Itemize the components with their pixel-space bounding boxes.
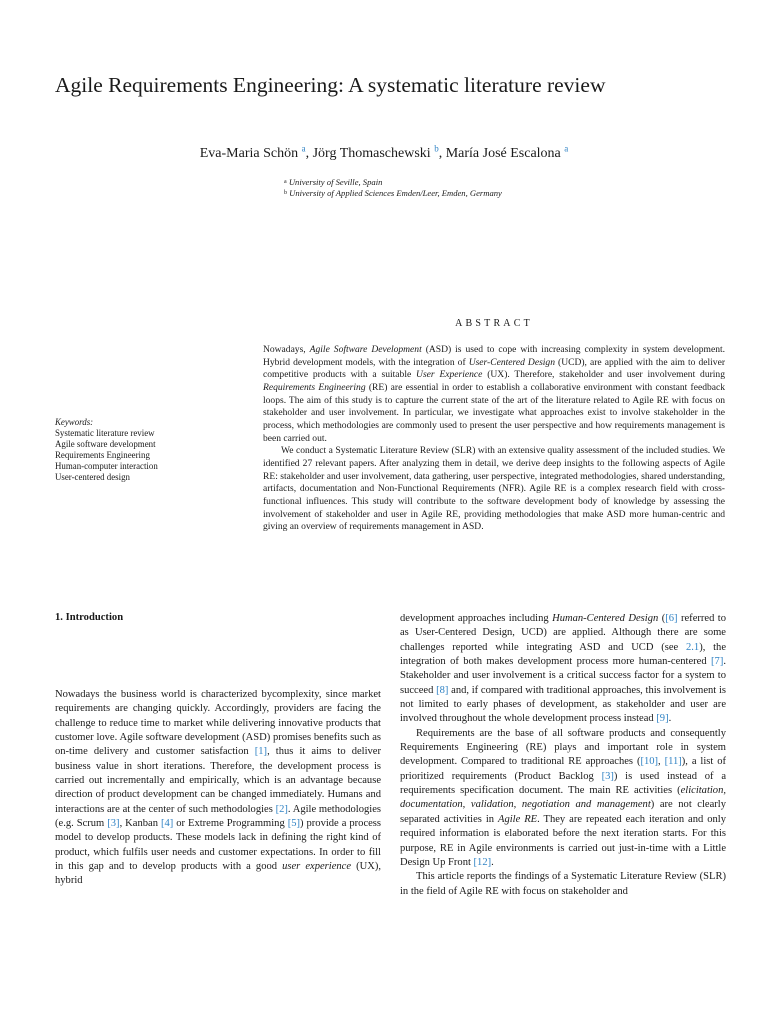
citation-link[interactable]: 2.1	[686, 641, 700, 653]
citation-link[interactable]: [5]	[287, 818, 301, 830]
citation-link[interactable]: [10]	[640, 756, 659, 768]
affiliation-list	[284, 177, 604, 198]
text-run: referred to as User-Centered Design, UCD) are applied. Although there are some challenges reported while integrating ASD and UCD (see	[400, 613, 727, 653]
body-paragraph	[400, 727, 726, 870]
citation-link[interactable]: [7]	[711, 656, 724, 668]
affiliation	[284, 177, 604, 188]
author-affiliation-marker[interactable]: a	[301, 143, 306, 153]
author-affiliation-marker[interactable]: b	[434, 143, 439, 153]
emphasis-text: Human-Centered Design	[552, 613, 659, 624]
author-list	[0, 138, 768, 164]
keywords-heading: Keywords:	[55, 417, 94, 427]
affiliation-marker: a	[284, 179, 287, 185]
author[interactable]	[445, 143, 569, 161]
paper-title: Agile Requirements Engineering: A systematic literature review	[55, 73, 606, 97]
citation-link[interactable]: [8]	[436, 684, 449, 696]
author-separator: ,	[305, 145, 313, 161]
body-paragraph	[400, 612, 726, 727]
text-run: (UX). Therefore, stakeholder and user involvement during	[482, 369, 725, 381]
text-run: We conduct a Systematic Literature Review (SLR) with an extensive quality assessment of the included studies. We identified 27 relevant papers. After analyzing them in detail, we derive deep insights to the following aspects of Agile RE: stakeholder and user involvement, data gathering, user perspective, integrated methodologies, shared understanding, artifacts, documentation and Non-Functional Requirements (NFR). Agile RE is a complex research field with cross-functional influences. This study will contribute to the software development body of knowledge by assessing the involvement of stakeholder and user in Agile RE, providing methodologies that make ASD more human-centric and giving an overview of requirements management in ASD.	[263, 445, 725, 533]
keyword-item: Agile software development	[55, 439, 156, 449]
text-run: (ASD) is used to cope with increasing complexity in system development. Hybrid development models, with the integration of	[263, 344, 726, 368]
text-run: (RE) are essential in order to establish a collaborative environment with constant feedback loops. The aim of this study is to capture the current state of the art of the literature related to Agile RE with focus on stakeholder and user involvement. In particular, we investigate what approaches exist to involve stakeholder in the process, which methodologies are commonly used to present the user perspective and how requirements management is been carried out.	[263, 381, 725, 444]
affiliation-text: University of Applied Sciences Emden/Leer, Emden, Germany	[289, 187, 502, 198]
text-run: . They are repeated each iteration and only required information is elaborated before the next iteration starts. For this purpose, RE in Agile environments is carried out just-in-time with a Little Design Up Front	[400, 813, 726, 868]
text-run: (UCD), are applied with the aim to deliver competitive products with a suitable	[263, 356, 725, 381]
text-run: This article reports the findings of a Systematic Literature Review (SLR) in the field of Agile RE with focus on stakeholder and	[400, 871, 726, 897]
text-run: . Stakeholder and user involvement is a critical success factor for a system to succeed	[400, 656, 726, 696]
text-run: , Kanban	[119, 818, 161, 830]
text-run: , thus it aims to deliver business value in short iterations. Therefore, the development process is carried out incrementally and empirically, which is an advantage because direction of product development can be changed immediately. Humans and interactions are at the center of such methodologies	[55, 746, 382, 815]
text-run: ), a list of prioritized requirements (Product Backlog	[400, 756, 726, 782]
abstract-paragraph	[263, 445, 725, 534]
text-run: .	[491, 856, 494, 868]
citation-link[interactable]: [3]	[107, 818, 120, 830]
citation-link[interactable]: [9]	[656, 713, 669, 725]
text-run: ), the integration of both makes development process more human-centered	[400, 641, 727, 668]
text-run: Requirements are the base of all software products and consequently Requirements Engineering (RE) plays and important role in system development. Compared to traditional RE approaches (	[400, 727, 726, 768]
text-run: Nowadays,	[263, 344, 310, 355]
author-name: Jörg Thomaschewski	[312, 145, 431, 161]
citation-link[interactable]: [1]	[254, 746, 268, 758]
emphasis-text: Agile RE	[498, 813, 538, 825]
abstract-body	[263, 344, 725, 534]
author[interactable]	[312, 143, 446, 161]
text-run: (	[658, 613, 666, 624]
author-name: María José Escalona	[445, 145, 561, 161]
citation-link[interactable]: [4]	[160, 818, 174, 830]
body-column-left	[55, 688, 381, 889]
text-run: ) provide a process model to develop products. These models lack in defining the right kind of product, which fulfils user needs and customer expectations. In order to fill in this gap and to develop products with a good	[55, 818, 382, 873]
author[interactable]	[199, 143, 313, 161]
text-run: (UX), hybrid	[55, 861, 382, 887]
abstract-paragraph	[263, 344, 725, 445]
citation-link[interactable]: [12]	[473, 856, 492, 868]
emphasis-text: User-Centered Design	[468, 356, 555, 368]
keyword-item: Systematic literature review	[55, 428, 155, 438]
body-paragraph	[55, 688, 381, 889]
author-affiliation-marker[interactable]: a	[564, 143, 569, 153]
emphasis-text: User Experience	[416, 369, 483, 381]
citation-link[interactable]: [11]	[664, 756, 682, 768]
keywords-block	[55, 417, 245, 483]
text-run: ,	[658, 756, 665, 768]
keyword-item: Human-computer interaction	[55, 461, 158, 471]
text-run: Nowadays the business world is characterized bycomplexity, since market requirements are changing quickly. Accordingly, providers are facing the challenge to reduce time to market while delivering innovative products that customer love. Agile software development (ASD) promises benefits such as on-time delivery and customer satisfaction	[55, 689, 381, 758]
text-run: or Extreme Programming	[173, 818, 288, 830]
abstract-heading: ABSTRACT	[455, 318, 533, 329]
body-column-right	[400, 612, 726, 899]
text-run: .	[668, 713, 672, 725]
emphasis-text: Requirements Engineering	[263, 381, 366, 393]
affiliation	[284, 188, 604, 199]
text-run: and, if compared with traditional approaches, this involvement is not limited to early phases of development, as stakeholder and user are involved throughout the whole development process instead	[400, 684, 726, 725]
body-paragraph	[400, 870, 726, 899]
keyword-item: User-centered design	[55, 472, 130, 482]
text-run: ) is used instead of a requirements specification document. The main RE activities (	[400, 770, 726, 797]
author-separator: ,	[438, 145, 446, 161]
affiliation-text: University of Seville, Spain	[288, 177, 383, 187]
keyword-item: Requirements Engineering	[55, 450, 150, 460]
citation-link[interactable]: [2]	[275, 803, 288, 815]
author-name: Eva-Maria Schön	[199, 145, 299, 161]
emphasis-text: elicitation, documentation, validation, negotiation and management	[400, 785, 726, 811]
emphasis-text: Agile Software Development	[309, 344, 422, 355]
text-run: ) are not clearly separated activities in	[400, 799, 726, 825]
citation-link[interactable]: [6]	[665, 613, 678, 624]
text-run: development approaches including	[400, 613, 553, 624]
emphasis-text: user experience	[282, 861, 352, 873]
section-heading-introduction: 1. Introduction	[55, 612, 124, 623]
citation-link[interactable]: [3]	[601, 770, 614, 782]
affiliation-marker: b	[284, 189, 287, 196]
text-run: . Agile methodologies (e.g. Scrum	[55, 803, 381, 830]
